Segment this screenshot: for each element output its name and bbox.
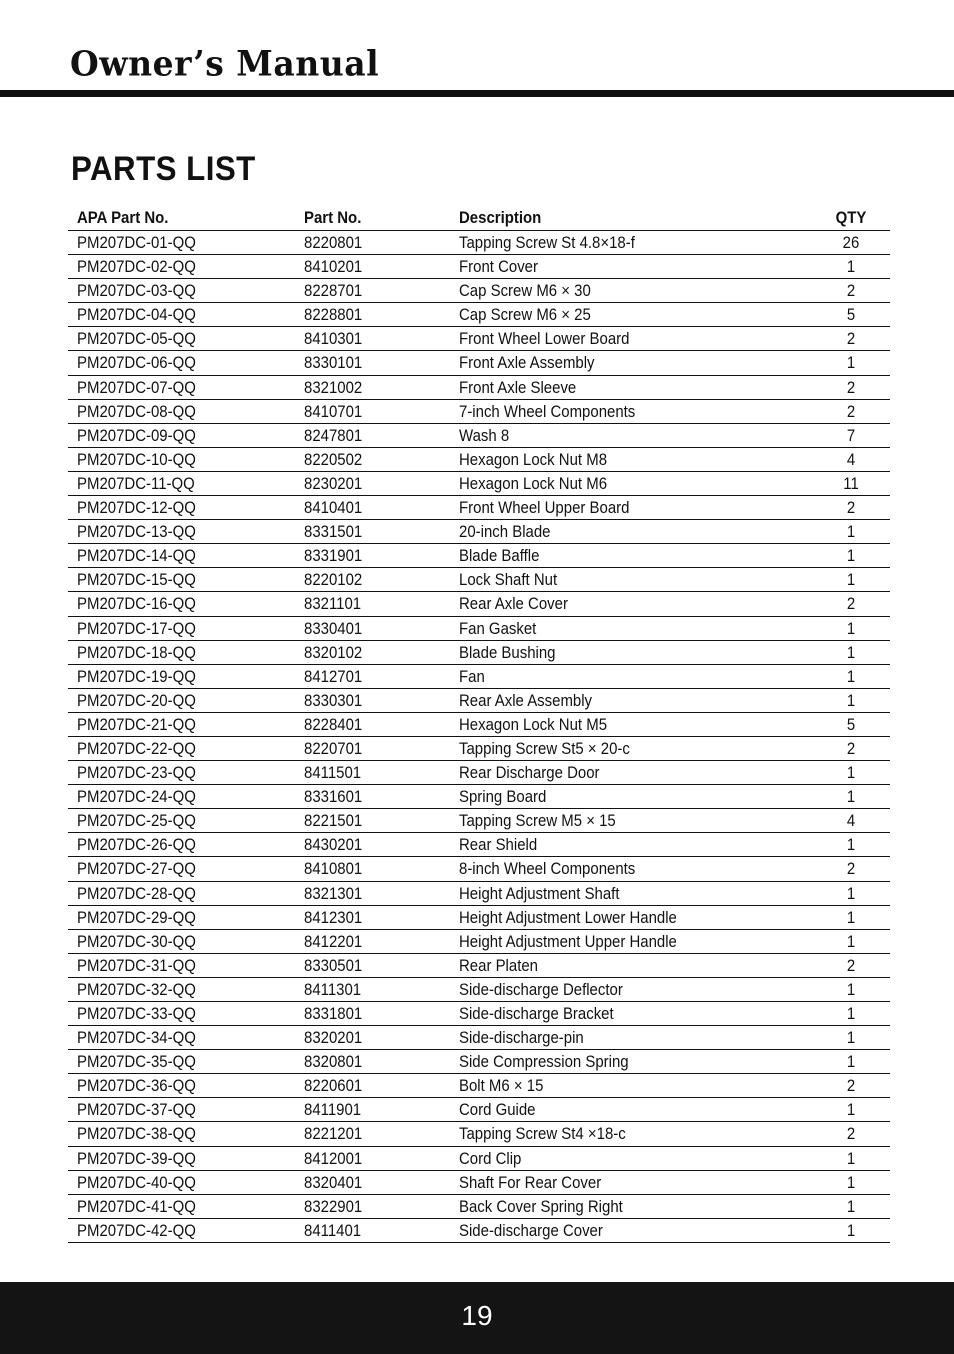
apa-part-no-cell: PM207DC-17-QQ — [77, 618, 196, 638]
part-no-cell: 8330501 — [304, 955, 363, 975]
part-no-cell: 8230201 — [304, 473, 363, 493]
qty-cell: 7 — [846, 425, 856, 445]
part-no-cell: 8221201 — [304, 1124, 363, 1144]
description-cell: Hexagon Lock Nut M6 — [459, 473, 608, 493]
qty-cell: 2 — [846, 1124, 856, 1144]
apa-part-no-cell: PM207DC-25-QQ — [77, 811, 196, 831]
apa-part-no-cell: PM207DC-31-QQ — [77, 955, 196, 975]
column-header-qty: QTY — [835, 208, 867, 227]
description-cell: Bolt M6 × 15 — [459, 1076, 544, 1096]
table-row — [68, 882, 890, 906]
table-row — [68, 400, 890, 424]
table-row — [68, 930, 890, 954]
apa-part-no-cell: PM207DC-37-QQ — [77, 1100, 196, 1120]
part-no-cell: 8411401 — [304, 1220, 362, 1240]
qty-cell: 1 — [846, 1220, 856, 1240]
description-cell: Rear Shield — [459, 835, 538, 855]
description-cell: Tapping Screw St5 × 20-c — [459, 738, 630, 758]
apa-part-no-cell: PM207DC-32-QQ — [77, 979, 196, 999]
table-row — [68, 303, 890, 327]
qty-cell: 2 — [846, 955, 856, 975]
part-no-cell: 8410201 — [304, 257, 363, 277]
description-cell: Fan — [459, 666, 485, 686]
table-row — [68, 1147, 890, 1171]
description-cell: Front Wheel Lower Board — [459, 329, 630, 349]
qty-cell: 2 — [846, 498, 856, 518]
table-row — [68, 376, 890, 400]
part-no-cell: 8321002 — [304, 377, 363, 397]
description-cell: Cord Clip — [459, 1148, 522, 1168]
description-cell: Rear Discharge Door — [459, 763, 600, 783]
part-no-cell: 8321301 — [304, 883, 363, 903]
part-no-cell: 8331801 — [304, 1004, 363, 1023]
table-row — [68, 641, 890, 665]
apa-part-no-cell: PM207DC-09-QQ — [77, 425, 196, 445]
qty-cell: 1 — [846, 1052, 856, 1072]
table-row — [68, 809, 890, 833]
qty-cell: 1 — [846, 1100, 856, 1120]
part-no-cell: 8220601 — [304, 1076, 363, 1096]
table-row — [68, 448, 890, 472]
table-row — [68, 906, 890, 930]
table-row — [68, 544, 890, 568]
part-no-cell: 8330401 — [304, 618, 363, 638]
apa-part-no-cell: PM207DC-42-QQ — [77, 1220, 196, 1240]
table-row — [68, 954, 890, 978]
part-no-cell: 8221501 — [304, 811, 363, 831]
apa-part-no-cell: PM207DC-04-QQ — [77, 305, 196, 325]
part-no-cell: 8410701 — [304, 401, 363, 421]
apa-part-no-cell: PM207DC-36-QQ — [77, 1076, 196, 1096]
description-cell: Side-discharge Bracket — [459, 1004, 614, 1023]
table-row — [68, 255, 890, 279]
apa-part-no-cell: PM207DC-34-QQ — [77, 1028, 196, 1048]
table-row — [68, 472, 890, 496]
part-no-cell: 8228401 — [304, 714, 363, 734]
table-row — [68, 1098, 890, 1122]
table-row — [68, 1122, 890, 1146]
qty-cell: 1 — [846, 1172, 856, 1192]
qty-cell: 1 — [846, 1148, 856, 1168]
apa-part-no-cell: PM207DC-40-QQ — [77, 1172, 196, 1192]
table-row — [68, 231, 890, 255]
table-row — [68, 568, 890, 592]
description-cell: 20-inch Blade — [459, 522, 551, 542]
table-row — [68, 496, 890, 520]
apa-part-no-cell: PM207DC-38-QQ — [77, 1124, 196, 1144]
table-row — [68, 1171, 890, 1195]
qty-cell: 2 — [846, 594, 856, 614]
part-no-cell: 8220502 — [304, 449, 363, 469]
table-row — [68, 520, 890, 544]
apa-part-no-cell: PM207DC-18-QQ — [77, 642, 196, 662]
part-no-cell: 8321101 — [304, 594, 362, 614]
description-cell: Rear Axle Cover — [459, 594, 568, 614]
apa-part-no-cell: PM207DC-02-QQ — [77, 257, 196, 277]
apa-part-no-cell: PM207DC-06-QQ — [77, 353, 196, 373]
part-no-cell: 8330101 — [304, 353, 363, 373]
apa-part-no-cell: PM207DC-13-QQ — [77, 522, 196, 542]
qty-cell: 1 — [846, 787, 856, 807]
part-no-cell: 8412201 — [304, 931, 363, 951]
apa-part-no-cell: PM207DC-39-QQ — [77, 1148, 196, 1168]
part-no-cell: 8220102 — [304, 570, 363, 590]
qty-cell: 1 — [846, 522, 856, 542]
table-row — [68, 1002, 890, 1026]
table-row — [68, 857, 890, 881]
table-row — [68, 785, 890, 809]
part-no-cell: 8331501 — [304, 522, 363, 542]
apa-part-no-cell: PM207DC-23-QQ — [77, 763, 196, 783]
part-no-cell: 8220701 — [304, 738, 363, 758]
apa-part-no-cell: PM207DC-10-QQ — [77, 449, 196, 469]
qty-cell: 4 — [846, 811, 856, 831]
qty-cell: 1 — [846, 1196, 856, 1216]
qty-cell: 1 — [846, 979, 856, 999]
qty-cell: 2 — [846, 281, 856, 301]
part-no-cell: 8430201 — [304, 835, 363, 855]
qty-cell: 4 — [846, 449, 856, 469]
qty-cell: 1 — [846, 763, 856, 783]
apa-part-no-cell: PM207DC-07-QQ — [77, 377, 196, 397]
apa-part-no-cell: PM207DC-19-QQ — [77, 666, 196, 686]
description-cell: Height Adjustment Shaft — [459, 883, 620, 903]
description-cell: Blade Bushing — [459, 642, 556, 662]
apa-part-no-cell: PM207DC-30-QQ — [77, 931, 196, 951]
qty-cell: 2 — [846, 859, 856, 879]
apa-part-no-cell: PM207DC-12-QQ — [77, 498, 196, 518]
part-no-cell: 8411301 — [304, 979, 362, 999]
description-cell: 8-inch Wheel Components — [459, 859, 636, 879]
qty-cell: 1 — [846, 666, 856, 686]
qty-cell: 26 — [842, 233, 860, 252]
qty-cell: 2 — [846, 377, 856, 397]
table-row — [68, 833, 890, 857]
qty-cell: 1 — [846, 907, 856, 927]
part-no-cell: 8412001 — [304, 1148, 363, 1168]
qty-cell: 5 — [846, 714, 856, 734]
description-cell: Lock Shaft Nut — [459, 570, 558, 590]
apa-part-no-cell: PM207DC-33-QQ — [77, 1004, 196, 1023]
table-row — [68, 592, 890, 616]
qty-cell: 1 — [846, 257, 856, 277]
table-row — [68, 665, 890, 689]
qty-cell: 2 — [846, 401, 856, 421]
header-rule — [0, 90, 954, 97]
description-cell: Front Wheel Upper Board — [459, 498, 630, 518]
description-cell: Tapping Screw St4 ×18-c — [459, 1124, 626, 1144]
part-no-cell: 8410301 — [304, 329, 363, 349]
description-cell: Cap Screw M6 × 30 — [459, 281, 591, 301]
description-cell: Rear Platen — [459, 955, 539, 975]
table-header-row — [68, 206, 890, 231]
page-title: PARTS LIST — [71, 150, 256, 188]
apa-part-no-cell: PM207DC-20-QQ — [77, 690, 196, 710]
table-row — [68, 1219, 890, 1243]
table-row — [68, 617, 890, 641]
description-cell: Height Adjustment Upper Handle — [459, 931, 677, 951]
manual-title: Owner’s Manual — [70, 43, 380, 84]
description-cell: Spring Board — [459, 787, 547, 807]
apa-part-no-cell: PM207DC-27-QQ — [77, 859, 196, 879]
apa-part-no-cell: PM207DC-41-QQ — [77, 1196, 196, 1216]
table-body — [68, 231, 890, 1243]
table-row — [68, 689, 890, 713]
table-row — [68, 1074, 890, 1098]
apa-part-no-cell: PM207DC-21-QQ — [77, 714, 196, 734]
table-row — [68, 737, 890, 761]
description-cell: Wash 8 — [459, 425, 510, 445]
apa-part-no-cell: PM207DC-28-QQ — [77, 883, 196, 903]
table-row — [68, 1026, 890, 1050]
part-no-cell: 8331601 — [304, 787, 363, 807]
part-no-cell: 8320102 — [304, 642, 363, 662]
column-header-apa-part-no: APA Part No. — [77, 208, 169, 227]
qty-cell: 1 — [846, 1028, 856, 1048]
description-cell: Tapping Screw St 4.8×18-f — [459, 233, 635, 252]
description-cell: Side-discharge-pin — [459, 1028, 584, 1048]
qty-cell: 2 — [846, 329, 856, 349]
description-cell: Front Axle Assembly — [459, 353, 595, 373]
table-row — [68, 1050, 890, 1074]
qty-cell: 1 — [846, 618, 856, 638]
apa-part-no-cell: PM207DC-01-QQ — [77, 233, 196, 252]
column-header-part-no: Part No. — [304, 208, 362, 227]
qty-cell: 11 — [843, 473, 859, 493]
table-row — [68, 761, 890, 785]
part-no-cell: 8220801 — [304, 233, 363, 252]
apa-part-no-cell: PM207DC-03-QQ — [77, 281, 196, 301]
description-cell: Cap Screw M6 × 25 — [459, 305, 591, 325]
qty-cell: 1 — [846, 835, 856, 855]
part-no-cell: 8320801 — [304, 1052, 363, 1072]
part-no-cell: 8320401 — [304, 1172, 363, 1192]
qty-cell: 1 — [846, 883, 856, 903]
qty-cell: 1 — [846, 931, 856, 951]
apa-part-no-cell: PM207DC-11-QQ — [77, 473, 195, 493]
part-no-cell: 8331901 — [304, 546, 363, 566]
part-no-cell: 8330301 — [304, 690, 363, 710]
description-cell: Height Adjustment Lower Handle — [459, 907, 677, 927]
part-no-cell: 8412301 — [304, 907, 363, 927]
apa-part-no-cell: PM207DC-14-QQ — [77, 546, 196, 566]
apa-part-no-cell: PM207DC-22-QQ — [77, 738, 196, 758]
qty-cell: 2 — [846, 738, 856, 758]
part-no-cell: 8247801 — [304, 425, 363, 445]
part-no-cell: 8322901 — [304, 1196, 363, 1216]
table-row — [68, 1195, 890, 1219]
footer-bar — [0, 1282, 954, 1354]
apa-part-no-cell: PM207DC-16-QQ — [77, 594, 196, 614]
apa-part-no-cell: PM207DC-15-QQ — [77, 570, 196, 590]
description-cell: Side-discharge Deflector — [459, 979, 623, 999]
part-no-cell: 8410801 — [304, 859, 363, 879]
qty-cell: 1 — [846, 1004, 856, 1023]
qty-cell: 2 — [846, 1076, 856, 1096]
column-header-description: Description — [459, 208, 542, 227]
description-cell: Blade Baffle — [459, 546, 540, 566]
qty-cell: 5 — [846, 305, 856, 325]
table-row — [68, 424, 890, 448]
part-no-cell: 8412701 — [304, 666, 363, 686]
qty-cell: 1 — [846, 353, 856, 373]
description-cell: Cord Guide — [459, 1100, 536, 1120]
table-row — [68, 279, 890, 303]
page-number: 19 — [461, 1300, 493, 1331]
description-cell: 7-inch Wheel Components — [459, 401, 636, 421]
part-no-cell: 8411901 — [304, 1100, 362, 1120]
table-row — [68, 978, 890, 1002]
description-cell: Front Cover — [459, 257, 538, 277]
description-cell: Fan Gasket — [459, 618, 537, 638]
apa-part-no-cell: PM207DC-24-QQ — [77, 787, 196, 807]
part-no-cell: 8228801 — [304, 305, 363, 325]
apa-part-no-cell: PM207DC-35-QQ — [77, 1052, 196, 1072]
table-row — [68, 713, 890, 737]
description-cell: Hexagon Lock Nut M5 — [459, 714, 608, 734]
description-cell: Back Cover Spring Right — [459, 1196, 623, 1216]
apa-part-no-cell: PM207DC-08-QQ — [77, 401, 196, 421]
qty-cell: 1 — [846, 546, 856, 566]
description-cell: Side-discharge Cover — [459, 1220, 603, 1240]
qty-cell: 1 — [846, 570, 856, 590]
qty-cell: 1 — [846, 642, 856, 662]
part-no-cell: 8320201 — [304, 1028, 363, 1048]
part-no-cell: 8411501 — [304, 763, 362, 783]
parts-table — [68, 206, 890, 1243]
part-no-cell: 8228701 — [304, 281, 363, 301]
description-cell: Hexagon Lock Nut M8 — [459, 449, 608, 469]
description-cell: Tapping Screw M5 × 15 — [459, 811, 616, 831]
apa-part-no-cell: PM207DC-29-QQ — [77, 907, 196, 927]
description-cell: Rear Axle Assembly — [459, 690, 593, 710]
description-cell: Shaft For Rear Cover — [459, 1172, 602, 1192]
part-no-cell: 8410401 — [304, 498, 363, 518]
table-row — [68, 327, 890, 351]
description-cell: Front Axle Sleeve — [459, 377, 577, 397]
table-row — [68, 351, 890, 375]
description-cell: Side Compression Spring — [459, 1052, 629, 1072]
apa-part-no-cell: PM207DC-05-QQ — [77, 329, 196, 349]
qty-cell: 1 — [846, 690, 856, 710]
apa-part-no-cell: PM207DC-26-QQ — [77, 835, 196, 855]
